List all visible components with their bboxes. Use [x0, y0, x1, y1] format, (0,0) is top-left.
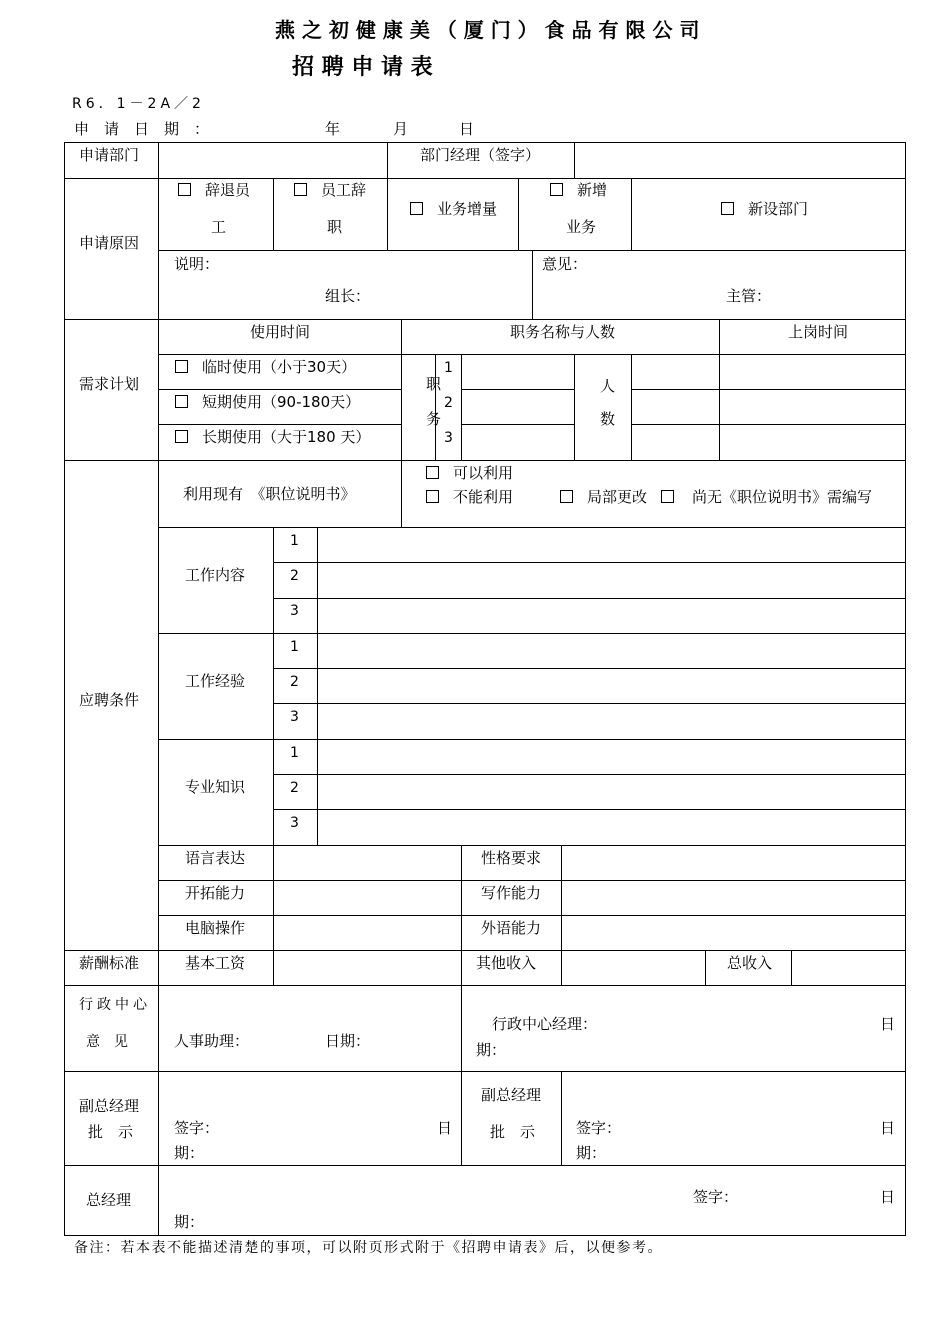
cond-label: 应聘条件 — [79, 691, 140, 709]
cond-row-number: 1 — [290, 533, 299, 549]
vp2-label-line2: 批 示 — [490, 1123, 536, 1141]
plan-row-number: 3 — [444, 430, 453, 446]
apply-date-month: 月 — [393, 120, 409, 138]
admin-date-label: 日期： — [325, 1032, 371, 1050]
cond-row-number: 2 — [290, 568, 299, 584]
checkbox-icon[interactable] — [721, 202, 734, 215]
gm-date-ri: 日 — [880, 1188, 896, 1206]
reason-option-resign-line2: 职 — [327, 218, 343, 236]
gm-date-qi: 期： — [174, 1213, 205, 1231]
vp2-date-qi: 期： — [576, 1144, 607, 1162]
cond-language-label: 语言表达 — [185, 849, 246, 867]
cond-row-number: 1 — [290, 639, 299, 655]
cond-row-number: 1 — [290, 745, 299, 761]
checkbox-icon[interactable] — [426, 466, 439, 479]
vp-label-line1: 副总经理 — [79, 1097, 140, 1115]
reason-option-dismiss-line2: 工 — [211, 218, 227, 236]
reason-option-new-dept[interactable]: 新设部门 — [721, 202, 808, 217]
cond-computer-label: 电脑操作 — [185, 919, 246, 937]
dept-manager-sign-field[interactable] — [575, 143, 904, 177]
cond-work-content-label: 工作内容 — [185, 566, 246, 584]
reason-option-resign[interactable]: 员工辞 — [294, 183, 366, 198]
checkbox-icon[interactable] — [426, 490, 439, 503]
cond-work-experience-label: 工作经验 — [185, 672, 246, 690]
checkbox-icon[interactable] — [294, 183, 307, 196]
cond-row-number: 2 — [290, 674, 299, 690]
vp-date-ri: 日 — [437, 1119, 453, 1137]
dept-label: 申请部门 — [79, 146, 140, 164]
reason-note-label: 说明： — [174, 255, 220, 273]
form-title: 招 聘 申 请 表 — [292, 55, 433, 80]
vp-date-qi: 期： — [174, 1144, 205, 1162]
plan-col-start-time: 上岗时间 — [788, 323, 849, 341]
cond-row-number: 3 — [290, 709, 299, 725]
vp-sign-label: 签字： — [174, 1119, 220, 1137]
reason-option-business-growth[interactable]: 业务增量 — [410, 202, 497, 217]
dept-field[interactable] — [159, 143, 386, 177]
reason-option-new-business-line2: 业务 — [566, 218, 597, 236]
plan-col-usage-time: 使用时间 — [250, 323, 311, 341]
checkbox-icon[interactable] — [560, 490, 573, 503]
plan-option-short-term[interactable]: 短期使用（90-180天） — [175, 395, 360, 410]
salary-base-label: 基本工资 — [185, 954, 246, 972]
admin-manager-date-ri: 日 — [880, 1015, 896, 1033]
cond-expansion-label: 开拓能力 — [185, 884, 246, 902]
reason-supervisor-label: 主管： — [726, 287, 772, 305]
plan-row-number: 2 — [444, 395, 453, 411]
checkbox-icon[interactable] — [175, 395, 188, 408]
reason-opinion-label: 意见： — [542, 255, 588, 273]
gm-label: 总经理 — [86, 1191, 132, 1209]
cond-use-existing-label: 利用现有 《职位说明书》 — [183, 485, 356, 503]
plan-position-label-1: 职 — [426, 375, 442, 393]
plan-row-number: 1 — [444, 360, 453, 376]
salary-total-label: 总收入 — [727, 954, 773, 972]
plan-count-label-1: 人 — [600, 377, 616, 395]
admin-manager-date-qi: 期： — [476, 1041, 507, 1059]
admin-hr-assistant-label: 人事助理： — [174, 1032, 250, 1050]
plan-position-label-2: 务 — [426, 410, 442, 428]
reason-leader-label: 组长： — [325, 287, 371, 305]
checkbox-icon[interactable] — [175, 360, 188, 373]
vp2-label-line1: 副总经理 — [481, 1086, 542, 1104]
checkbox-icon[interactable] — [178, 183, 191, 196]
dept-manager-sign-label: 部门经理（签字） — [420, 146, 541, 164]
salary-other-label: 其他收入 — [476, 954, 537, 972]
cond-writing-label: 写作能力 — [481, 884, 542, 902]
admin-manager-label: 行政中心经理： — [492, 1015, 598, 1033]
checkbox-icon[interactable] — [550, 183, 563, 196]
checkbox-icon[interactable] — [175, 430, 188, 443]
salary-label: 薪酬标准 — [79, 954, 140, 972]
admin-label-line1: 行政中心 — [79, 997, 151, 1013]
plan-option-long-term[interactable]: 长期使用（大于180 天） — [175, 430, 370, 445]
cond-option-cannot-use[interactable]: 不能利用 — [426, 490, 513, 505]
plan-label: 需求计划 — [79, 375, 140, 393]
cond-row-number: 3 — [290, 603, 299, 619]
apply-date-label: 申 请 日 期 ： — [74, 120, 210, 138]
vp-label-line2: 批 示 — [88, 1123, 134, 1141]
reason-label: 申请原因 — [79, 234, 140, 252]
cond-knowledge-label: 专业知识 — [185, 778, 246, 796]
checkbox-icon[interactable] — [661, 490, 674, 503]
cond-option-partial-change[interactable]: 局部更改 — [560, 490, 647, 505]
checkbox-icon[interactable] — [410, 202, 423, 215]
gm-sign-label: 签字： — [693, 1188, 739, 1206]
plan-col-position-count: 职务名称与人数 — [510, 323, 616, 341]
cond-option-none-need-write[interactable]: 尚无《职位说明书》需编写 — [661, 490, 872, 505]
vp2-sign-label: 签字： — [576, 1119, 622, 1137]
apply-date-year: 年 — [325, 120, 341, 138]
company-name: 燕 之 初 健 康 美 （ 厦 门 ） 食 品 有 限 公 司 — [275, 18, 700, 42]
plan-option-temporary[interactable]: 临时使用（小于30天） — [175, 360, 356, 375]
form-code: R6．1－2A／2 — [72, 96, 205, 112]
footer-note: 备注：若本表不能描述清楚的事项，可以附页形式附于《招聘申请表》后，以便参考。 — [74, 1240, 663, 1256]
reason-option-dismiss[interactable]: 辞退员 — [178, 183, 250, 198]
cond-foreign-language-label: 外语能力 — [481, 919, 542, 937]
plan-count-label-2: 数 — [600, 410, 616, 428]
cond-personality-label: 性格要求 — [481, 849, 542, 867]
admin-label-line2: 意 见 — [86, 1034, 128, 1050]
cond-option-can-use[interactable]: 可以利用 — [426, 466, 513, 481]
cond-row-number: 2 — [290, 780, 299, 796]
vp2-date-ri: 日 — [880, 1119, 896, 1137]
apply-date-day: 日 — [459, 120, 475, 138]
reason-option-new-business[interactable]: 新增 — [550, 183, 607, 198]
cond-row-number: 3 — [290, 815, 299, 831]
